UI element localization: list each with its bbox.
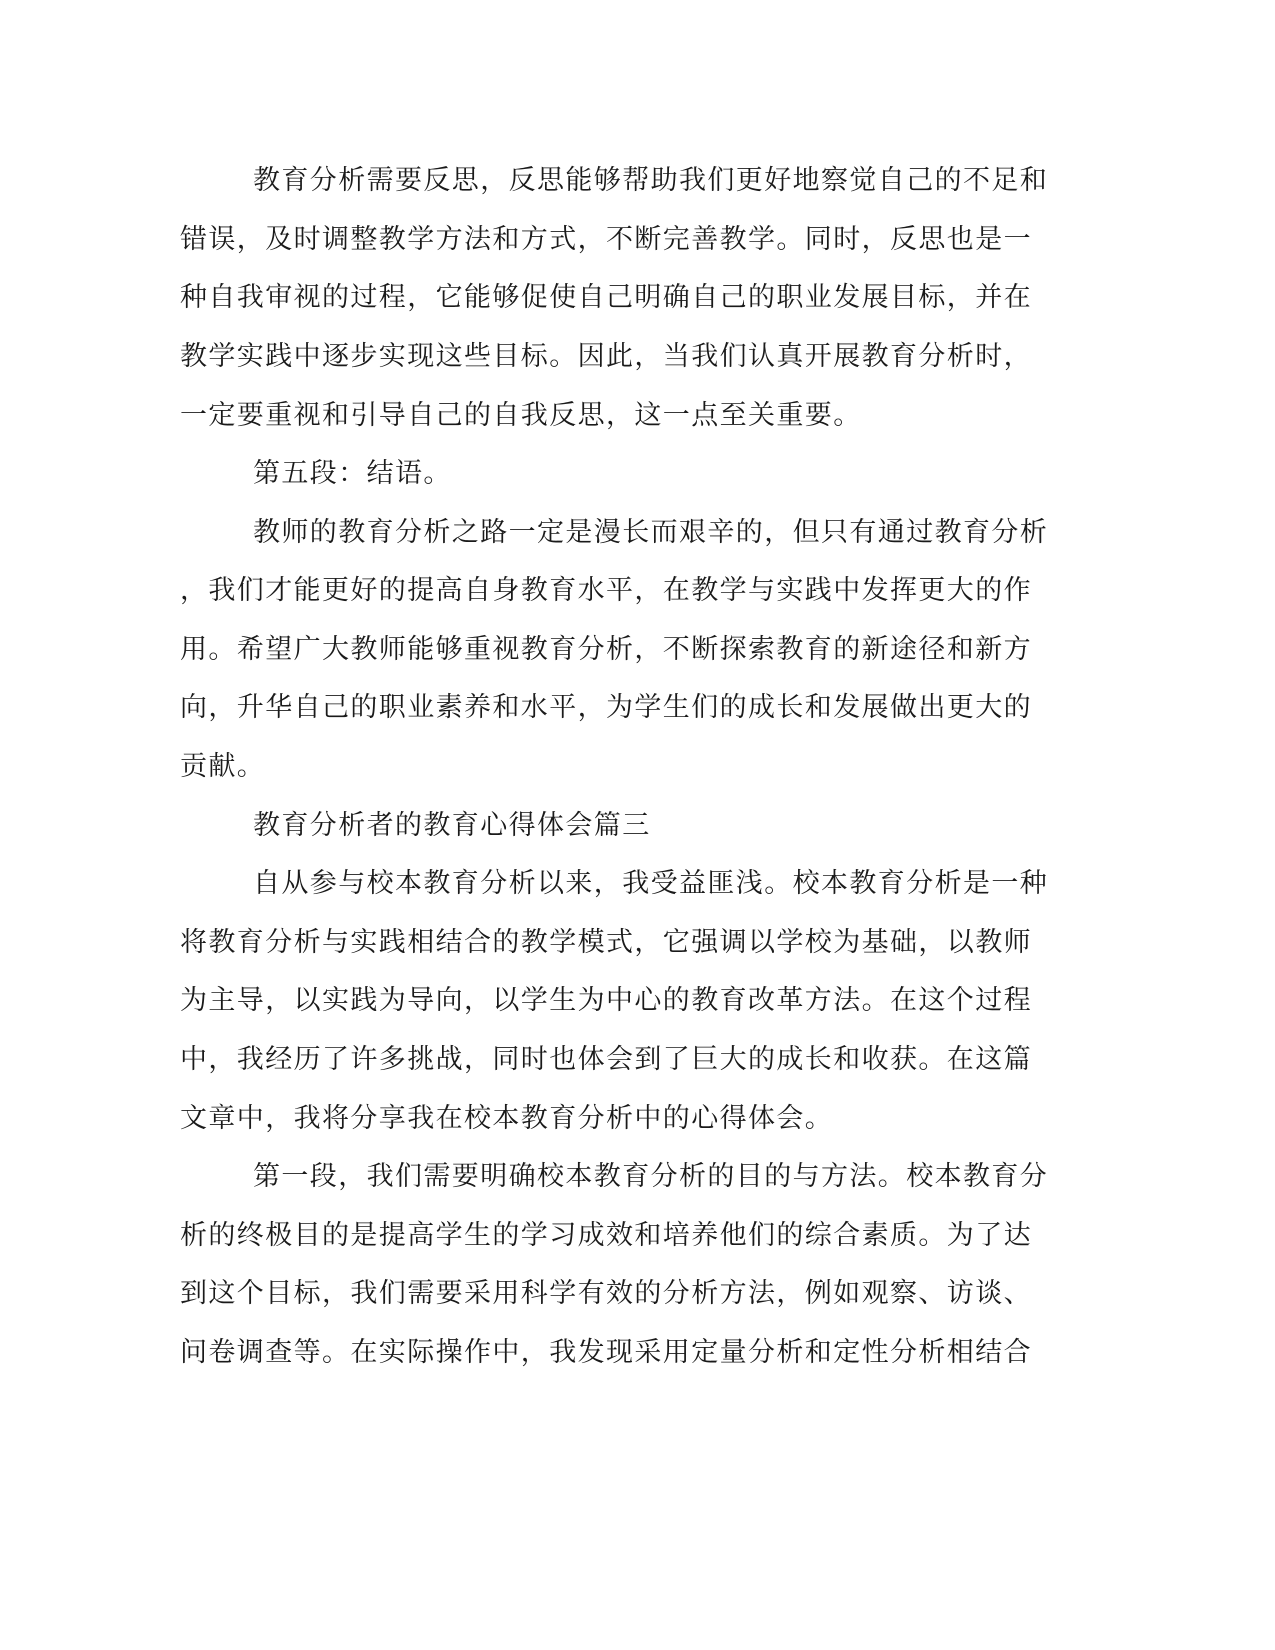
paragraph-line: 为主导，以实践为导向，以学生为中心的教育改革方法。在这个过程 [180, 985, 1032, 1016]
paragraph-line: 种自我审视的过程，它能够促使自己明确自己的职业发展目标，并在 [180, 282, 1032, 313]
paragraph-line: 将教育分析与实践相结合的教学模式，它强调以学校为基础，以教师 [180, 927, 1032, 958]
paragraph-line: 问卷调查等。在实际操作中，我发现采用定量分析和定性分析相结合 [180, 1337, 1032, 1368]
paragraph-line: 第一段，我们需要明确校本教育分析的目的与方法。校本教育分 [253, 1161, 1049, 1192]
paragraph-line: 一定要重视和引导自己的自我反思，这一点至关重要。 [180, 400, 862, 431]
paragraph-line: 错误，及时调整教学方法和方式，不断完善教学。同时，反思也是一 [180, 224, 1032, 255]
paragraph-line: 教育分析需要反思，反思能够帮助我们更好地察觉自己的不足和 [253, 165, 1049, 196]
paragraph-line: ，我们才能更好的提高自身教育水平，在教学与实践中发挥更大的作 [180, 575, 1032, 606]
section-heading: 第五段：结语。 [253, 458, 452, 489]
paragraph-line: 自从参与校本教育分析以来，我受益匪浅。校本教育分析是一种 [253, 868, 1049, 899]
paragraph-line: 用。希望广大教师能够重视教育分析，不断探索教育的新途径和新方 [180, 634, 1032, 665]
paragraph-line: 教师的教育分析之路一定是漫长而艰辛的，但只有通过教育分析 [253, 517, 1049, 548]
paragraph-line: 向，升华自己的职业素养和水平，为学生们的成长和发展做出更大的 [180, 692, 1032, 723]
article-title: 教育分析者的教育心得体会篇三 [253, 810, 651, 841]
paragraph-line: 贡献。 [180, 751, 266, 782]
paragraph-line: 文章中，我将分享我在校本教育分析中的心得体会。 [180, 1103, 834, 1134]
paragraph-line: 析的终极目的是提高学生的学习成效和培养他们的综合素质。为了达 [180, 1220, 1032, 1251]
paragraph-line: 教学实践中逐步实现这些目标。因此，当我们认真开展教育分析时， [180, 341, 1032, 372]
paragraph-line: 到这个目标，我们需要采用科学有效的分析方法，例如观察、访谈、 [180, 1278, 1032, 1309]
paragraph-line: 中，我经历了许多挑战，同时也体会到了巨大的成长和收获。在这篇 [180, 1044, 1032, 1075]
